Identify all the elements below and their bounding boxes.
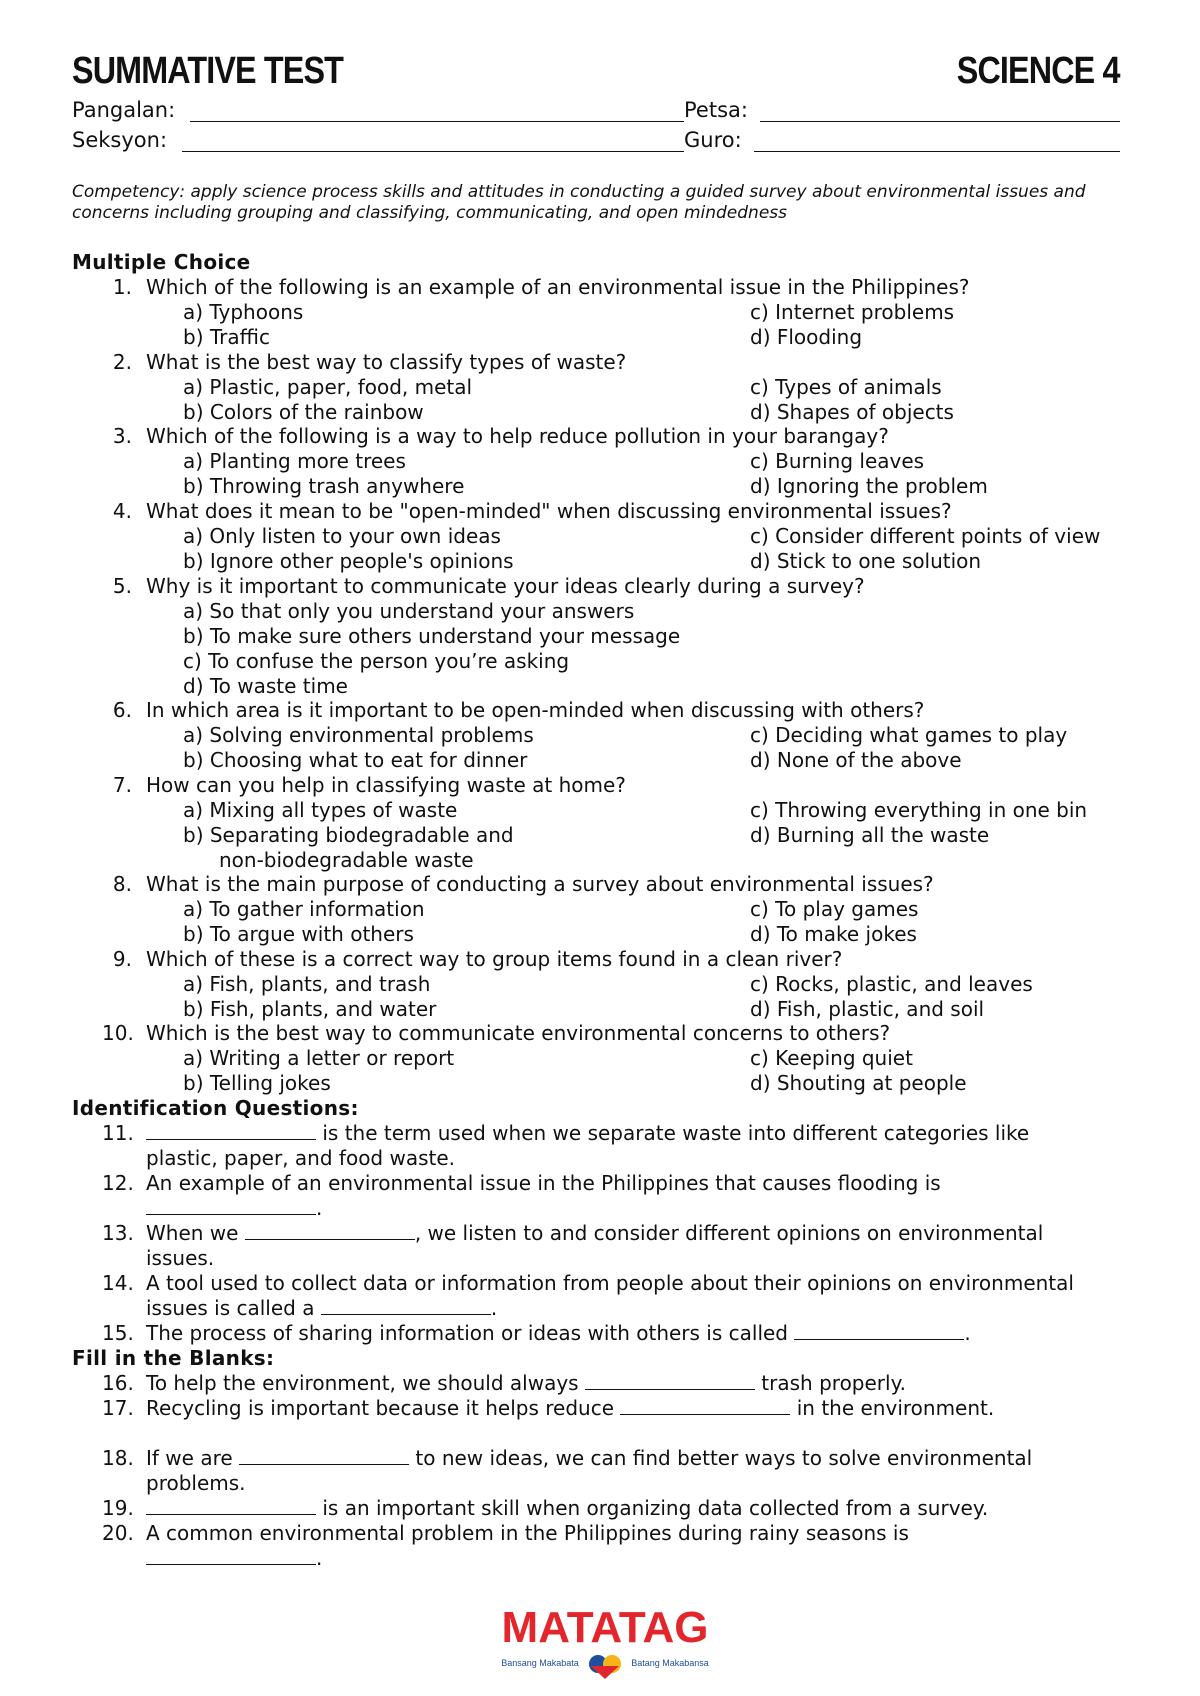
name-line[interactable] — [190, 121, 684, 122]
choice-7d[interactable]: d) Burning all the waste — [750, 823, 990, 847]
date-label: Petsa: — [684, 98, 748, 122]
choice-3a[interactable]: a) Planting more trees — [183, 449, 406, 473]
answer-blank-12[interactable] — [146, 1196, 316, 1215]
answer-blank-18[interactable] — [239, 1446, 409, 1465]
choice-2c[interactable]: c) Types of animals — [750, 375, 942, 399]
date-line[interactable] — [760, 121, 1120, 122]
teacher-label: Guro: — [684, 128, 742, 152]
choice-3d[interactable]: d) Ignoring the problem — [750, 474, 988, 498]
question-18-line2: problems. — [146, 1471, 246, 1495]
choice-1d[interactable]: d) Flooding — [750, 325, 863, 349]
choice-1b[interactable]: b) Traffic — [183, 325, 270, 349]
teacher-line[interactable] — [754, 151, 1120, 152]
matatag-logo — [480, 1600, 730, 1680]
choice-7b-continued: non-biodegradable waste — [219, 848, 474, 872]
answer-blank-11[interactable] — [146, 1121, 316, 1140]
section-label: Seksyon: — [72, 128, 168, 152]
name-date-row — [72, 98, 1122, 124]
question-13-line2: issues. — [146, 1246, 215, 1270]
choice-10b[interactable]: b) Telling jokes — [183, 1071, 331, 1095]
answer-blank-14[interactable] — [321, 1296, 491, 1315]
choice-6a[interactable]: a) Solving environmental problems — [183, 723, 534, 747]
choice-5d[interactable]: d) To waste time — [183, 674, 348, 698]
choice-5a[interactable]: a) So that only you understand your answers — [183, 599, 635, 623]
answer-blank-17[interactable] — [620, 1396, 790, 1415]
choice-1a[interactable]: a) Typhoons — [183, 300, 304, 324]
choice-7b[interactable]: b) Separating biodegradable and — [183, 823, 514, 847]
question-14-line2: issues is called a . — [146, 1296, 498, 1320]
choice-8d[interactable]: d) To make jokes — [750, 922, 917, 946]
answer-blank-19[interactable] — [146, 1496, 316, 1515]
test-page: SUMMATIVE TEST SCIENCE 4 Pangalan: Petsa: Seksyon: Guro: Competency: apply science process skills and attitudes in conducting a guided survey about environmental issues and concerns including grouping and classifying, communicating, and open mindedness Multiple Choice 1. Which of the following is an example of an environmental issue in the Philippines? a) Typhoons c) Internet problems b) Traffic d) Flooding 2. What is the best way to classify types of waste? a) Plastic, paper, food, metal c) Types of animals b) Colors of the rainbow d) Shapes of objects 3. Which of the following is a way to help reduce pollution in your barangay? a) Planting more trees c) Burning leaves b) Throwing trash anywhere d) Ignoring the problem 4. What does it mean to be "open-minded" when discussing environmental issues? a) Only listen to your own ideas c) Consider different points of view b) Ignore other people's opinions d) Stick to one solution 5. Why is it important to communicate your ideas clearly during a survey? a) So that only you understand your answers b) To make sure others understand your message c) To confuse the person you’re asking d) To waste time 6. In which area is it important to be open-minded when discussing with others? a) Solving environmental problems c) Deciding what games to play b) Choosing what to eat for dinner d) None of the above 7. How can you help in classifying waste at home? a) Mixing all types of waste c) Throwing everything in one bin b) Separating biodegradable and d) Burning all the waste non-biodegradable waste 8. What is the main purpose of conducting a survey about environmental issues? a) To gather information c) To play games b) To argue with others d) To make jokes 9. Which of these is a correct way to group items found in a clean river? a) Fish, plants, and trash c) Rocks, plastic, and leaves b) Fish, plants, and water d) Fish, plastic, and soil 10. Which is the best way to communicate environmental concerns to others? a) Writing a letter or report c) Keeping quiet b) Telling jokes d) Shouting at people Identification Questions: 11. is the term used when we separate waste into different categories like plastic, paper, and food waste. 12. An example of an environmental issue in the Philippines that causes flooding is . 13. When we , we listen to and consider different opinions on environmental issues. 14. A tool used to collect data or information from people about their opinions on environmental issues is called a . 15. The process of sharing information or ideas with others is called . Fill in the Blanks: 16. To help the environment, we should always trash properly. 17. Recycling is important because it helps reduce in the environment. 18. If we are to new ideas, we can find better ways to solve environmental problems. 19. is an important skill when organizing data collected from a survey. 20. A common environmental problem in the Philippines during rainy seasons is . MATATAG Bansang Makabata Batang Makabansa — [0, 0, 1200, 1696]
choice-2a[interactable]: a) Plastic, paper, food, metal — [183, 375, 473, 399]
logo-tagline-left: Bansang Makabata — [501, 1658, 579, 1668]
section-line[interactable] — [182, 151, 684, 152]
choice-7a[interactable]: a) Mixing all types of waste — [183, 798, 458, 822]
choice-10d[interactable]: d) Shouting at people — [750, 1071, 967, 1095]
matatag-logo-graphic — [480, 1600, 730, 1680]
name-label: Pangalan: — [72, 98, 176, 122]
choice-6d[interactable]: d) None of the above — [750, 748, 962, 772]
choice-8b[interactable]: b) To argue with others — [183, 922, 414, 946]
choice-6c[interactable]: c) Deciding what games to play — [750, 723, 1068, 747]
logo-wordmark: MATATAG — [501, 1603, 709, 1652]
logo-tagline-right: Batang Makabansa — [631, 1658, 709, 1668]
choice-5b[interactable]: b) To make sure others understand your message — [183, 624, 681, 648]
section-identification: Identification Questions: — [72, 1096, 359, 1120]
choice-1c[interactable]: c) Internet problems — [750, 300, 955, 324]
choice-4d[interactable]: d) Stick to one solution — [750, 549, 982, 573]
question-20-line2: . — [146, 1546, 322, 1571]
answer-blank-13[interactable] — [245, 1221, 415, 1240]
choice-10a[interactable]: a) Writing a letter or report — [183, 1046, 455, 1070]
section-fill-in-the-blanks: Fill in the Blanks: — [72, 1346, 275, 1370]
heart-hands-icon — [589, 1655, 621, 1679]
question-11-line2: plastic, paper, and food waste. — [146, 1146, 456, 1170]
choice-8c[interactable]: c) To play games — [750, 897, 919, 921]
section-multiple-choice: Multiple Choice — [72, 250, 251, 274]
section-teacher-row — [72, 128, 1122, 154]
choice-3c[interactable]: c) Burning leaves — [750, 449, 925, 473]
choice-7c[interactable]: c) Throwing everything in one bin — [750, 798, 1088, 822]
choice-3b[interactable]: b) Throwing trash anywhere — [183, 474, 465, 498]
choice-4a[interactable]: a) Only listen to your own ideas — [183, 524, 501, 548]
competency-text: Competency: apply science process skills and attitudes in conducting a guided survey about environmental issues and concerns including grouping and classifying, communicating, and open mindedness — [72, 182, 1086, 223]
answer-blank-16[interactable] — [585, 1371, 755, 1390]
choice-9b[interactable]: b) Fish, plants, and water — [183, 997, 437, 1021]
question-12-line2: . — [146, 1196, 322, 1221]
choice-9d[interactable]: d) Fish, plastic, and soil — [750, 997, 985, 1021]
choice-8a[interactable]: a) To gather information — [183, 897, 425, 921]
answer-blank-20[interactable] — [146, 1546, 316, 1565]
choice-2d[interactable]: d) Shapes of objects — [750, 400, 954, 424]
choice-10c[interactable]: c) Keeping quiet — [750, 1046, 913, 1070]
subject-title: SCIENCE 4 — [957, 50, 1120, 92]
choice-4b[interactable]: b) Ignore other people's opinions — [183, 549, 514, 573]
choice-2b[interactable]: b) Colors of the rainbow — [183, 400, 424, 424]
choice-4c[interactable]: c) Consider different points of view — [750, 524, 1101, 548]
choice-9a[interactable]: a) Fish, plants, and trash — [183, 972, 431, 996]
choice-6b[interactable]: b) Choosing what to eat for dinner — [183, 748, 528, 772]
test-title: SUMMATIVE TEST — [72, 50, 344, 92]
answer-blank-15[interactable] — [794, 1321, 964, 1340]
choice-5c[interactable]: c) To confuse the person you’re asking — [183, 649, 570, 673]
header — [72, 50, 1120, 100]
choice-9c[interactable]: c) Rocks, plastic, and leaves — [750, 972, 1033, 996]
